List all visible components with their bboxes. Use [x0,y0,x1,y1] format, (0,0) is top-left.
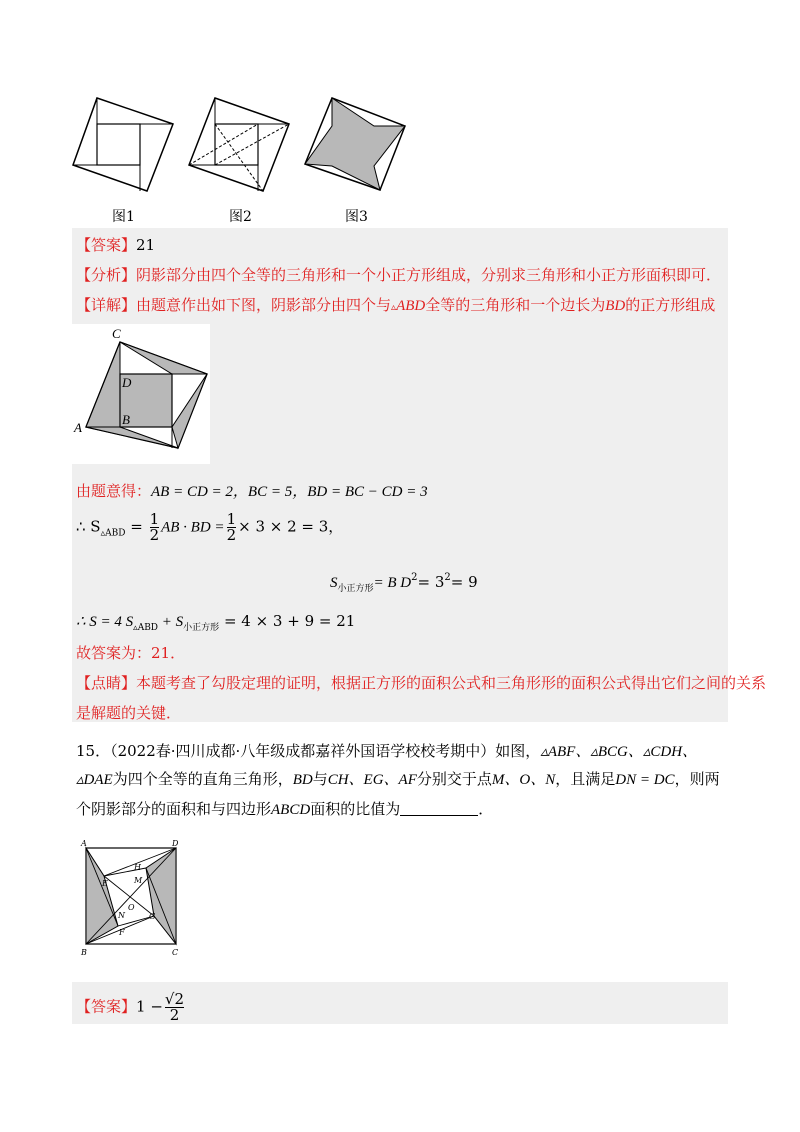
q14-comment-line-1 [76,672,766,693]
sq-expr: = B D [373,575,412,591]
q14-analysis-line [76,264,721,285]
q15-label-M: M [134,876,143,885]
q14-total-line [76,612,355,633]
sq-S: S [330,575,338,591]
figure-1-caption: 图1 [112,209,135,225]
q15-l2i: DN = DC [615,772,675,788]
tri-expr-b: × 3 × 2 = 3， [238,517,344,536]
q15-l2a: ▵DAE [76,772,113,788]
q15-l3a: 个阴影部分的面积和与四边形 [76,800,272,818]
figure-2-caption: 图2 [229,209,252,225]
sq-sub: 小正方形 [337,584,374,594]
detail-bd: BD [605,298,626,314]
q14-detail-figure [72,324,210,464]
given-prefix: 由题意得： [76,482,152,500]
detail-text-a: 由题意作出如下图，阴影部分由四个与 [136,296,392,314]
total-sub2: 小正方形 [183,623,220,633]
q14-answer-line [76,234,155,255]
frac-den-2: 2 [226,526,237,544]
q15-l3d: ． [478,800,494,818]
comment-tag: 【点睛】 [76,674,137,692]
q15-line-2 [76,768,720,789]
q15-number: 15． [76,742,111,760]
q15-label-F: F [119,928,125,937]
q15-answer-tag: 【答案】 [76,997,137,1016]
label-A: A [74,420,82,435]
analysis-tag: 【分析】 [76,266,137,284]
q15-l2c: BD [292,772,313,788]
q14-triangle-area-line: ∴ $S_{▵ABD}$ = $\frac{1}{2}$ AB · BD = $\frac{1}{2}$ × 3 × 2 = 3， [76,510,344,544]
frac-num-2: 1 [226,510,237,528]
answer-tag: 【答案】 [76,236,137,254]
q14-final-line: 故答案为：21． [76,644,186,662]
sq-end: = 9 [450,573,478,591]
figure-3 [302,94,407,194]
frac-den: 2 [149,526,160,544]
tri-area-sub: ▵ABD [100,528,126,539]
q15-label-D: D [172,839,179,848]
q15-label-H: H [134,863,141,872]
answer-blank[interactable] [400,801,478,816]
q15-label-C: C [172,948,179,957]
q15-line-3 [76,798,493,819]
q15-label-A: A [81,839,87,848]
q15-l2g: M、O、N [491,772,556,788]
answer-value: 21 [136,236,156,254]
q15-l2e: CH、EG、AF [327,772,417,788]
triangle-symbol: ▵ [391,302,397,313]
q15-l3b: ABCD [271,802,311,818]
label-D: D [122,375,132,390]
label-C: C [112,326,121,341]
analysis-text: 阴影部分由四个全等的三角形和一个小正方形组成，分别求三角形和小正方形面积即可． [136,266,722,284]
q15-answer-line [76,992,186,1023]
q15-figure [78,838,186,960]
q15-l3c: 面积的比值为 [310,800,401,818]
q15-l2j: ，则两 [674,770,720,788]
q15-line1-math: ▵ABF、▵BCG、▵CDH、 [540,744,698,760]
q14-detail-line [76,294,715,315]
q15-l2h: ，且满足 [555,770,616,788]
figure-2 [186,94,291,194]
q15-label-B: B [81,948,87,957]
q15-label-E: E [102,879,108,888]
total-sub1: ▵ABD [133,623,159,633]
sq-exp2: 2 [444,572,451,583]
sq-mid: = 3 [417,573,445,591]
q14-comment-line-2: 是解题的关键． [76,704,182,722]
total-end: = 4 × 3 + 9 = 21 [219,612,356,630]
given-math: AB = CD = 2，BC = 5，BD = BC − CD = 3 [151,484,428,500]
comment-text-1: 本题考查了勾股定理的证明，根据正方形的面积公式和三角形形的面积公式得出它们之间的关系 [136,674,767,692]
q15-l2b: 为四个全等的直角三角形， [112,770,293,788]
label-B: B [122,412,130,427]
q15-label-N: N [118,911,125,920]
tri-area-prefix: ∴ S [76,517,101,536]
fraction-half [150,512,160,543]
fraction-half-2 [227,512,237,543]
q15-answer-num: √2 [164,990,185,1008]
q15-l2f: 分别交于点 [416,770,492,788]
q15-line-1 [76,740,697,761]
frac-num: 1 [149,510,160,528]
detail-tag: 【详解】 [76,296,137,314]
q14-square-area-line [330,572,478,594]
q15-answer-fraction [165,992,184,1023]
total-mid: + S [158,614,184,630]
total-prefix: ∴ S = 4 S [76,614,134,630]
tri-expr-a: AB · BD = [161,519,225,536]
q14-given-line [76,480,428,501]
q15-source: （2022春·四川成都·八年级成都嘉祥外国语学校校考期中）如图， [110,742,541,760]
figure-3-caption: 图3 [345,209,368,225]
q15-answer-den: 2 [169,1006,180,1024]
q15-label-O: O [128,903,135,912]
detail-triangle: ABD [396,298,426,314]
q15-l2d: 与 [312,770,328,788]
detail-text-c: 的正方形组成 [625,296,716,314]
figure-1 [70,94,175,194]
q15-answer-a: 1 − [136,997,163,1016]
q15-label-G: G [149,912,156,921]
detail-text-b: 全等的三角形和一个边长为 [425,296,606,314]
sq-exp1: 2 [411,572,418,583]
